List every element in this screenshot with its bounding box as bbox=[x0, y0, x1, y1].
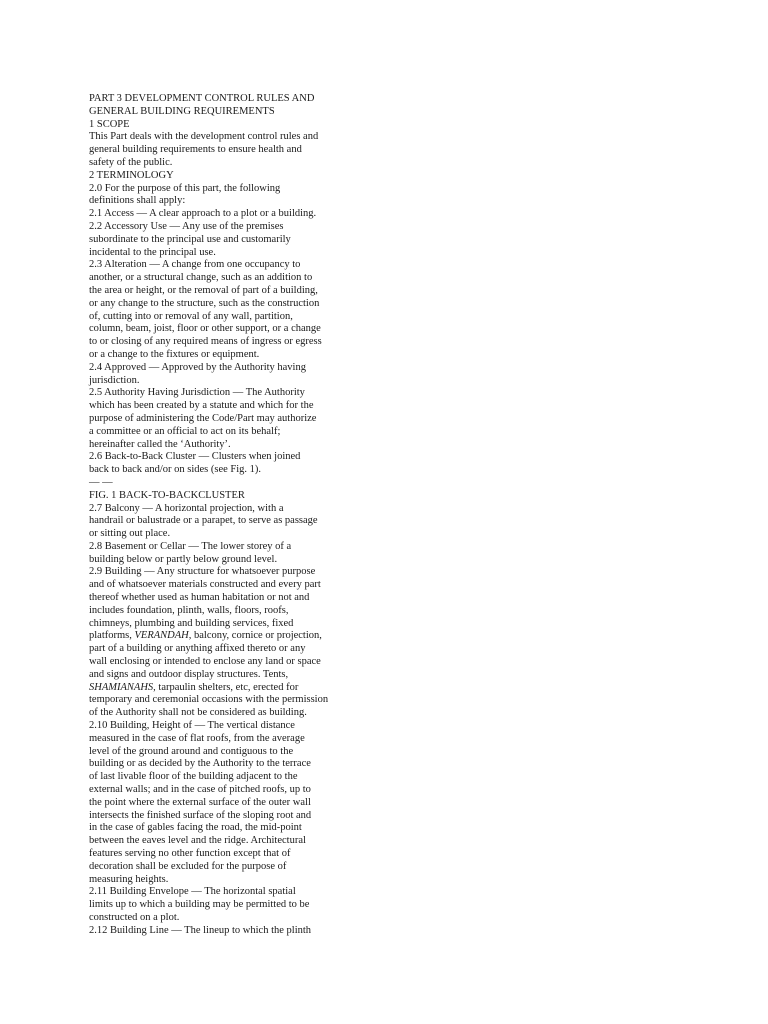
text-line bbox=[89, 835, 339, 848]
text-segment: decoration shall be excluded for the purpose of bbox=[89, 860, 287, 872]
text-segment: thereof whether used as human habitation or not and bbox=[89, 592, 310, 604]
text-line bbox=[89, 106, 339, 119]
text-line bbox=[89, 515, 339, 528]
text-line bbox=[89, 285, 339, 298]
text-segment: subordinate to the principal use and customarily bbox=[89, 233, 291, 245]
text-segment: 2.0 For the purpose of this part, the following bbox=[89, 182, 281, 194]
text-line bbox=[89, 592, 339, 605]
text-line bbox=[89, 566, 339, 579]
text-segment: 2.5 Authority Having Jurisdiction — The Authority bbox=[89, 387, 305, 399]
text-segment: 2.12 Building Line — The lineup to which the plinth bbox=[89, 924, 312, 936]
text-segment: features serving no other function except that of bbox=[89, 848, 291, 860]
text-line bbox=[89, 733, 339, 746]
text-segment: 2.10 Building, Height of — The vertical distance bbox=[89, 720, 295, 732]
text-segment: wall enclosing or intended to enclose any land or space bbox=[89, 656, 321, 668]
italic-term: VERANDAH, bbox=[134, 630, 192, 642]
text-segment: 2.2 Accessory Use — Any use of the premises bbox=[89, 220, 284, 232]
text-segment: limits up to which a building may be permitted to be bbox=[89, 899, 310, 911]
text-line bbox=[89, 810, 339, 823]
text-line bbox=[89, 784, 339, 797]
text-line bbox=[89, 464, 339, 477]
text-segment: incidental to the principal use. bbox=[89, 246, 216, 258]
text-segment: chimneys, plumbing and building services, fixed bbox=[89, 617, 294, 629]
text-segment: and of whatsoever materials constructed and every part bbox=[89, 579, 321, 591]
text-line bbox=[89, 503, 339, 516]
text-segment: jurisdiction. bbox=[89, 374, 140, 386]
text-line bbox=[89, 605, 339, 618]
text-segment: This Part deals with the development control rules and bbox=[89, 131, 319, 143]
text-line bbox=[89, 413, 339, 426]
text-line bbox=[89, 144, 339, 157]
text-segment: or any change to the structure, such as the construction bbox=[89, 297, 320, 309]
text-line bbox=[89, 477, 339, 490]
text-segment: hereinafter called the ‘Authority’. bbox=[89, 438, 231, 450]
text-segment: building below or partly below ground level. bbox=[89, 553, 278, 565]
text-line bbox=[89, 221, 339, 234]
text-line bbox=[89, 387, 339, 400]
text-segment: — — bbox=[89, 476, 113, 488]
text-line bbox=[89, 247, 339, 260]
text-segment: PART 3 DEVELOPMENT CONTROL RULES AND bbox=[89, 93, 315, 104]
text-line bbox=[89, 426, 339, 439]
text-segment: 2.3 Alteration — A change from one occupancy to bbox=[89, 259, 301, 271]
text-segment: or a change to the fixtures or equipment. bbox=[89, 348, 260, 360]
text-segment: 2.8 Basement or Cellar — The lower storey of a bbox=[89, 540, 292, 552]
text-segment: 1 SCOPE bbox=[89, 118, 130, 130]
text-line bbox=[89, 490, 339, 503]
text-segment: includes foundation, plinth, walls, floors, roofs, bbox=[89, 604, 289, 616]
text-segment: which has been created by a statute and which for the bbox=[89, 400, 314, 412]
text-line bbox=[89, 528, 339, 541]
text-line bbox=[89, 746, 339, 759]
text-line bbox=[89, 848, 339, 861]
text-line bbox=[89, 451, 339, 464]
text-line bbox=[89, 349, 339, 362]
text-line bbox=[89, 656, 339, 669]
text-line bbox=[89, 925, 339, 938]
text-line bbox=[89, 643, 339, 656]
text-segment: intersects the finished surface of the sloping root and bbox=[89, 809, 312, 821]
text-line bbox=[89, 912, 339, 925]
text-segment: building or as decided by the Authority to the terrace bbox=[89, 758, 311, 770]
text-line bbox=[89, 157, 339, 170]
text-line bbox=[89, 323, 339, 336]
text-segment: GENERAL BUILDING REQUIREMENTS bbox=[89, 105, 275, 117]
text-segment: definitions shall apply: bbox=[89, 195, 186, 207]
text-segment: platforms, bbox=[89, 630, 135, 642]
text-segment: temporary and ceremonial occasions with the permission bbox=[89, 694, 329, 706]
text-line bbox=[89, 899, 339, 912]
text-segment: 2.4 Approved — Approved by the Authority having bbox=[89, 361, 306, 373]
text-segment: measuring heights. bbox=[89, 873, 169, 885]
text-segment: the area or height, or the removal of part of a building, bbox=[89, 284, 318, 296]
text-line bbox=[89, 541, 339, 554]
text-line bbox=[89, 822, 339, 835]
text-segment: between the eaves level and the ridge. Architectural bbox=[89, 835, 306, 847]
text-segment: or sitting out place. bbox=[89, 528, 171, 540]
text-line bbox=[89, 170, 339, 183]
text-line bbox=[89, 758, 339, 771]
text-line bbox=[89, 195, 339, 208]
text-segment: safety of the public. bbox=[89, 156, 173, 168]
text-segment: measured in the case of flat roofs, from the average bbox=[89, 732, 305, 744]
text-segment: 2.1 Access — A clear approach to a plot or a building. bbox=[89, 208, 317, 220]
text-line bbox=[89, 234, 339, 247]
text-line bbox=[89, 554, 339, 567]
text-line bbox=[89, 400, 339, 413]
text-segment: back to back and/or on sides (see Fig. 1). bbox=[89, 464, 262, 476]
text-line bbox=[89, 886, 339, 899]
text-segment: general building requirements to ensure health and bbox=[89, 144, 302, 156]
text-segment: in the case of gables facing the road, the mid-point bbox=[89, 822, 302, 834]
text-segment: column, beam, joist, floor or other support, or a change bbox=[89, 323, 321, 335]
text-line bbox=[89, 272, 339, 285]
text-line bbox=[89, 119, 339, 132]
text-line bbox=[89, 618, 339, 631]
text-segment: 2.9 Building — Any structure for whatsoever purpose bbox=[89, 566, 316, 578]
text-segment: of last livable floor of the building adjacent to the bbox=[89, 771, 298, 783]
text-segment: balcony, cornice or projection, bbox=[191, 630, 322, 642]
text-segment: constructed on a plot. bbox=[89, 912, 180, 923]
text-line bbox=[89, 630, 339, 643]
text-segment: part of a building or anything affixed thereto or any bbox=[89, 643, 306, 655]
text-line bbox=[89, 183, 339, 196]
text-line bbox=[89, 707, 339, 720]
text-segment: 2.6 Back-to-Back Cluster — Clusters when joined bbox=[89, 451, 301, 463]
text-line bbox=[89, 682, 339, 695]
text-line bbox=[89, 375, 339, 388]
text-segment: a committee or an official to act on its behalf; bbox=[89, 425, 281, 437]
text-segment: another, or a structural change, such as an addition to bbox=[89, 272, 313, 284]
text-segment: tarpaulin shelters, etc, erected for bbox=[155, 681, 299, 693]
text-segment: level of the ground around and contiguous to the bbox=[89, 745, 294, 757]
text-line bbox=[89, 771, 339, 784]
text-segment: handrail or balustrade or a parapet, to serve as passage bbox=[89, 515, 318, 527]
text-line bbox=[89, 311, 339, 324]
text-segment: purpose of administering the Code/Part may authorize bbox=[89, 412, 317, 424]
text-segment: 2.7 Balcony — A horizontal projection, with a bbox=[89, 502, 284, 514]
text-segment: external walls; and in the case of pitched roofs, up to bbox=[89, 784, 311, 796]
text-segment: of the Authority shall not be considered as building. bbox=[89, 707, 307, 719]
text-line bbox=[89, 694, 339, 707]
text-line bbox=[89, 874, 339, 887]
text-line bbox=[89, 861, 339, 874]
text-line bbox=[89, 720, 339, 733]
text-line bbox=[89, 797, 339, 810]
text-segment: to or closing of any required means of ingress or egress bbox=[89, 336, 322, 348]
text-line bbox=[89, 669, 339, 682]
text-segment: and signs and outdoor display structures. Tents, bbox=[89, 668, 289, 680]
text-segment: of, cutting into or removal of any wall, partition, bbox=[89, 310, 293, 322]
text-segment: the point where the external surface of the outer wall bbox=[89, 796, 311, 808]
text-line bbox=[89, 259, 339, 272]
document-page bbox=[89, 93, 339, 938]
text-line bbox=[89, 131, 339, 144]
text-line bbox=[89, 439, 339, 452]
text-line bbox=[89, 579, 339, 592]
text-line bbox=[89, 336, 339, 349]
text-segment: 2 TERMINOLOGY bbox=[89, 169, 174, 181]
text-line bbox=[89, 362, 339, 375]
text-segment: FIG. 1 BACK-TO-BACKCLUSTER bbox=[89, 489, 245, 501]
text-line bbox=[89, 208, 339, 221]
italic-term: SHAMIANAHS, bbox=[89, 681, 156, 693]
text-segment: 2.11 Building Envelope — The horizontal spatial bbox=[89, 886, 296, 898]
text-line bbox=[89, 298, 339, 311]
text-line bbox=[89, 93, 339, 106]
